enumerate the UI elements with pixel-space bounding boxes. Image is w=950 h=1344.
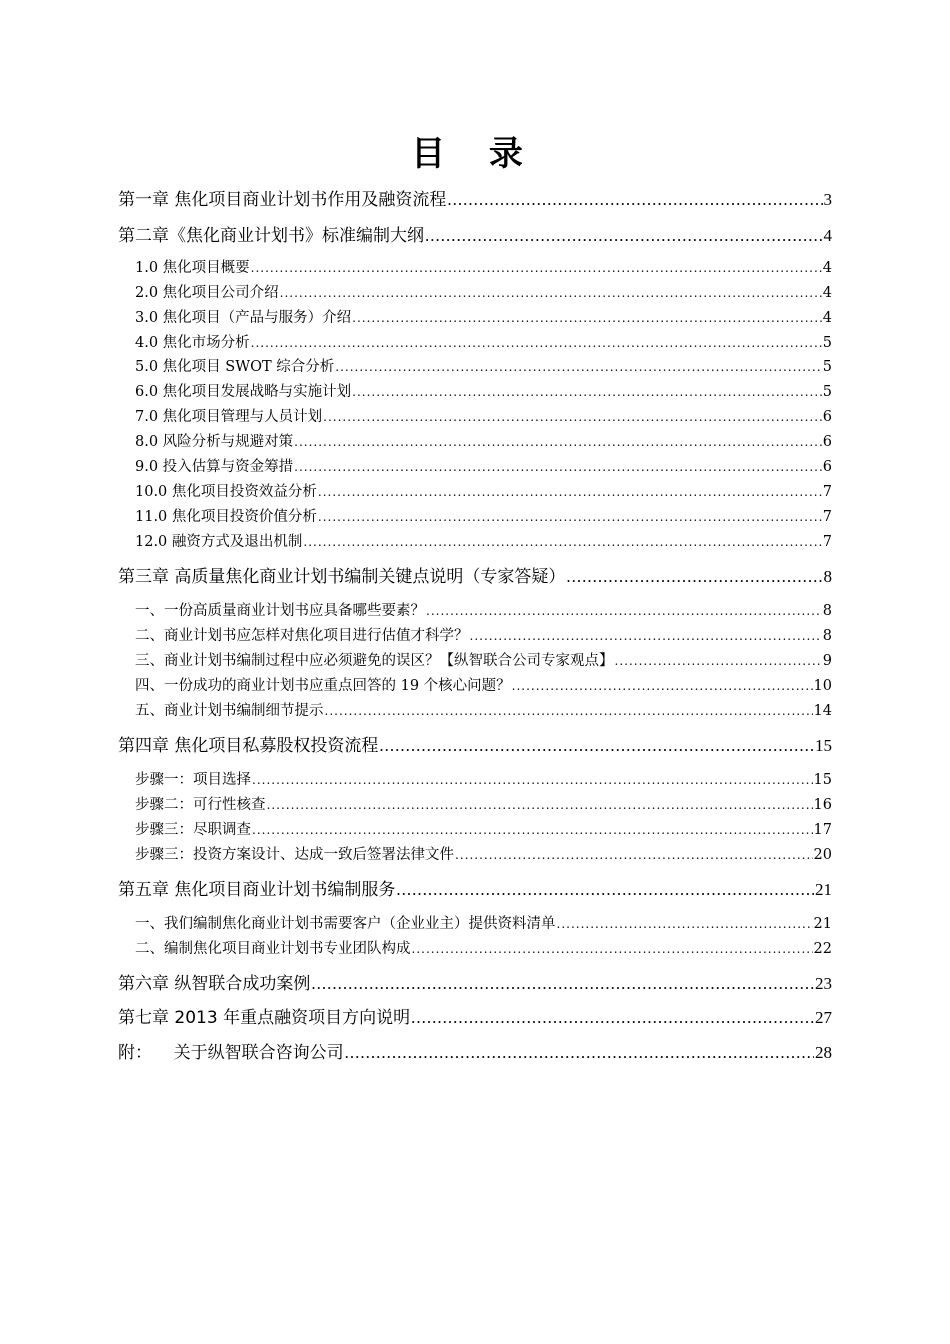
toc-entry-label: 步骤一：项目选择 [135,772,251,788]
toc-entry-section[interactable] [135,432,832,452]
dot-leader [412,939,813,959]
toc-page-number: 7 [822,484,832,500]
toc-entry-chapter-2[interactable] [118,224,832,248]
toc-page-number: 16 [813,797,832,813]
dot-leader [557,914,813,934]
toc-page-number: 4 [822,310,832,326]
toc-entry-section[interactable] [135,676,832,696]
toc-entry-label: 步骤二：可行性核查 [135,797,266,813]
toc-entry-chapter-5[interactable] [118,878,832,902]
toc-page-number: 8 [822,628,832,644]
toc-entry-label: 3.0 焦化项目（产品与服务）介绍 [135,310,352,326]
toc-entry-label: 二、编制焦化项目商业计划书专业团队构成 [135,941,411,957]
toc-entry-section[interactable] [135,845,832,865]
toc-entry-label: 步骤三：尽职调查 [135,822,251,838]
toc-page-number: 15 [813,772,832,788]
dot-leader [318,507,822,527]
toc-entry-section[interactable] [135,457,832,477]
dot-leader [311,972,814,996]
toc-page-number: 3 [823,190,832,209]
toc-entry-label: 2.0 焦化项目公司介绍 [135,285,279,301]
toc-entry-label: 一、一份高质量商业计划书应具备哪些要素？ [135,603,425,619]
toc-entry-chapter-6[interactable] [118,972,832,996]
dot-leader [411,1006,814,1030]
toc-page-number: 7 [822,534,832,550]
toc-page-number: 14 [813,703,832,719]
dot-leader [512,676,813,696]
toc-page-number: 6 [822,434,832,450]
toc-entry-label: 第六章 纵智联合成功案例 [118,974,311,994]
toc-entry-label: 5.0 焦化项目 SWOT 综合分析 [135,359,335,375]
toc-entry-section[interactable] [135,357,832,377]
dot-leader [323,407,822,427]
toc-entry-section[interactable] [135,258,832,278]
dot-leader [325,701,813,721]
toc-entry-label: 8.0 风险分析与规避对策 [135,434,294,450]
toc-entry-section[interactable] [135,532,832,552]
toc-entry-chapter-4[interactable] [118,734,832,758]
toc-entry-label: 第七章 2013 年重点融资项目方向说明 [118,1008,411,1028]
toc-page-number: 4 [823,226,832,245]
toc-entry-section[interactable] [135,701,832,721]
toc-entry-section[interactable] [135,283,832,303]
dot-leader [318,482,822,502]
toc-entry-label: 第三章 高质量焦化商业计划书编制关键点说明（专家答疑） [118,567,566,587]
toc-entry-section[interactable] [135,770,832,790]
toc-entry-section[interactable] [135,939,832,959]
toc-page-number: 5 [822,359,832,375]
toc-entry-label: 第二章《焦化商业计划书》标准编制大纲 [118,226,424,246]
dot-leader [352,382,822,402]
toc-entry-section[interactable] [135,308,832,328]
toc-entry-section[interactable] [135,333,832,353]
toc-page-number: 21 [815,880,832,899]
dot-leader [615,651,822,671]
dot-leader [352,308,822,328]
toc-entry-chapter-7[interactable] [118,1006,832,1030]
toc-page-number: 9 [822,653,832,669]
toc-page-number: 23 [815,974,832,993]
toc-page-number: 20 [813,847,832,863]
toc-entry-appendix[interactable] [118,1041,832,1065]
toc-entry-label: 6.0 焦化项目发展战略与实施计划 [135,384,352,400]
dot-leader [252,770,813,790]
toc-entry-label: 4.0 焦化市场分析 [135,335,250,351]
toc-entry-section[interactable] [135,820,832,840]
dot-leader [294,457,822,477]
toc-page-number: 7 [822,509,832,525]
toc-entry-section[interactable] [135,507,832,527]
toc-entry-label: 一、我们编制焦化商业计划书需要客户（企业业主）提供资料清单 [135,916,556,932]
toc-entry-label: 第四章 焦化项目私募股权投资流程 [118,736,379,756]
toc-entry-label: 步骤三：投资方案设计、达成一致后签署法律文件 [135,847,454,863]
toc-page-number: 8 [823,567,832,586]
toc-entry-section[interactable] [135,626,832,646]
toc-entry-label: 7.0 焦化项目管理与人员计划 [135,409,323,425]
toc-page-number: 10 [813,678,832,694]
dot-leader [470,626,822,646]
dot-leader [425,224,823,248]
toc-entry-section[interactable] [135,382,832,402]
toc-entry-section[interactable] [135,482,832,502]
toc-entry-label: 11.0 焦化项目投资价值分析 [135,509,317,525]
toc-entry-label: 第五章 焦化项目商业计划书编制服务 [118,880,396,900]
toc-entry-label: 二、商业计划书应怎样对焦化项目进行估值才科学？ [135,628,469,644]
toc-entry-label: 五、商业计划书编制细节提示 [135,703,324,719]
toc-page-number: 6 [822,459,832,475]
dot-leader [379,734,814,758]
toc-page-number: 6 [822,409,832,425]
dot-leader [335,357,821,377]
dot-leader [455,845,813,865]
dot-leader [303,532,821,552]
dot-leader [396,878,814,902]
toc-entry-label: 1.0 焦化项目概要 [135,260,250,276]
toc-page-number: 27 [815,1008,832,1027]
toc-page-number: 5 [822,384,832,400]
dot-leader [447,188,822,212]
dot-leader [566,565,822,589]
toc-page-number: 4 [822,285,832,301]
toc-page-number: 8 [822,603,832,619]
toc-entry-chapter-1[interactable] [118,188,832,212]
toc-page-number: 17 [813,822,832,838]
toc-entry-section[interactable] [135,914,832,934]
dot-leader [252,820,813,840]
toc-page-number: 4 [822,260,832,276]
toc-entry-label: 10.0 焦化项目投资效益分析 [135,484,317,500]
toc-entry-label: 第一章 焦化项目商业计划书作用及融资流程 [118,190,447,210]
toc-entry-label: 三、商业计划书编制过程中应必须避免的误区？【纵智联合公司专家观点】 [135,653,614,669]
toc-entry-section[interactable] [135,601,832,621]
dot-leader [280,283,822,303]
dot-leader [251,258,822,278]
toc-page-number: 22 [813,941,832,957]
dot-leader [267,795,813,815]
dot-leader [426,601,822,621]
toc-page-number: 28 [815,1043,832,1062]
toc-page-number: 5 [822,335,832,351]
toc-entry-label: 附： 关于纵智联合咨询公司 [118,1043,344,1063]
toc-entry-section[interactable] [135,795,832,815]
toc-entry-label: 四、一份成功的商业计划书应重点回答的 19 个核心问题？ [135,678,511,694]
toc-entry-label: 9.0 投入估算与资金筹措 [135,459,294,475]
toc-page-number: 21 [813,916,832,932]
toc-entry-chapter-3[interactable] [118,565,832,589]
dot-leader [345,1041,814,1065]
toc-page-number: 15 [815,736,832,755]
page-title: 目 录 [411,134,539,174]
toc-entry-label: 12.0 融资方式及退出机制 [135,534,303,550]
toc-entry-section[interactable] [135,651,832,671]
dot-leader [251,333,822,353]
dot-leader [294,432,822,452]
toc-entry-section[interactable] [135,407,832,427]
